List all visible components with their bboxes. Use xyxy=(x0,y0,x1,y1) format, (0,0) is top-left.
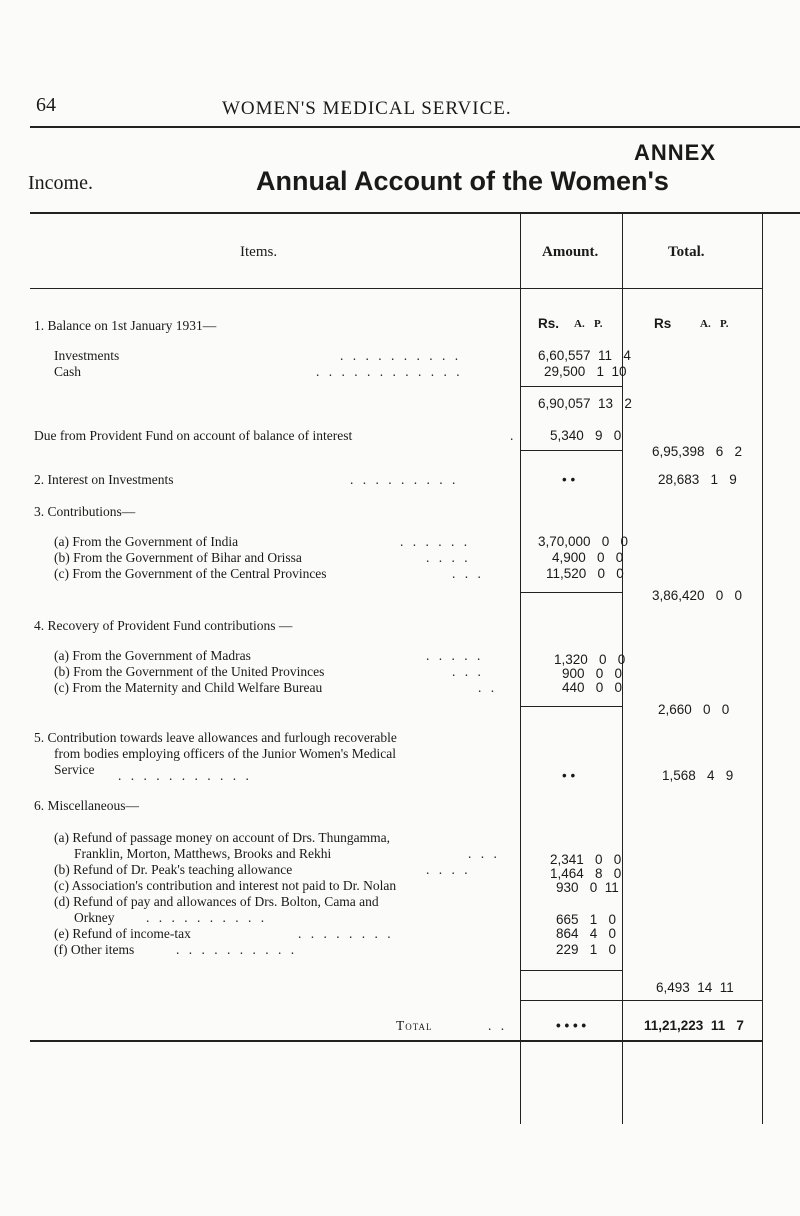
misc-f-label: (f) Other items xyxy=(54,942,135,957)
amount-p-header: P. xyxy=(594,318,603,330)
total-a-header: A. xyxy=(700,318,711,330)
leave-contrib-amount: • • xyxy=(562,768,576,783)
misc-a-line1: (a) Refund of passage money on account of Drs. Thungamma, xyxy=(54,830,391,845)
contrib-c-amount: 11,520 0 0 xyxy=(546,566,624,581)
grand-total-value: 11,21,223 11 7 xyxy=(644,1018,744,1033)
section-6-heading: 6. Miscellaneous— xyxy=(34,798,139,813)
page-title: Annual Account of the Women's xyxy=(256,166,669,196)
leave-contrib-total: 1,568 4 9 xyxy=(662,768,734,783)
s1-total-rule xyxy=(520,450,622,451)
misc-e-amount: 864 4 0 xyxy=(556,926,617,941)
income-label: Income. xyxy=(28,172,93,194)
s3-total-rule xyxy=(520,592,622,593)
due-provident-amount: 5,340 9 0 xyxy=(550,428,622,443)
table-bottom-rule xyxy=(30,1040,762,1042)
page-number: 64 xyxy=(36,94,56,116)
amount-rs-header: Rs. xyxy=(538,316,560,331)
recovery-a-label: (a) From the Government of Madras xyxy=(54,648,251,663)
contrib-b-label: (b) From the Government of Bihar and Orissa xyxy=(54,550,302,565)
section-4-heading: 4. Recovery of Provident Fund contributions — xyxy=(34,618,293,633)
misc-e-leader: . . . . . . . . xyxy=(298,926,394,941)
interest-label: 2. Interest on Investments xyxy=(34,472,174,487)
amount-a-header: A. xyxy=(574,318,585,330)
s1-subtotal: 6,90,057 13 2 xyxy=(538,396,632,411)
column-divider-items xyxy=(520,214,521,1124)
recovery-b-leader: . . . xyxy=(452,664,484,679)
cash-label: Cash xyxy=(54,364,81,379)
s6-total-rule xyxy=(520,970,622,971)
recovery-c-amount: 440 0 0 xyxy=(562,680,623,695)
misc-f-leader: . . . . . . . . . . xyxy=(176,942,298,957)
recovery-a-amount: 1,320 0 0 xyxy=(554,652,626,667)
due-provident-label: Due from Provident Fund on account of balance of interest xyxy=(34,428,353,443)
s1-total: 6,95,398 6 2 xyxy=(652,444,743,459)
section-3-heading: 3. Contributions— xyxy=(34,504,136,519)
s1-amount-rule xyxy=(520,386,622,387)
total-rs-header: Rs xyxy=(654,316,672,331)
contrib-b-amount: 4,900 0 0 xyxy=(552,550,624,565)
contrib-a-label: (a) From the Government of India xyxy=(54,534,239,549)
misc-b-label: (b) Refund of Dr. Peak's teaching allowance xyxy=(54,862,293,877)
investments-amount: 6,60,557 11 4 xyxy=(538,348,631,363)
s4-total: 2,660 0 0 xyxy=(658,702,730,717)
section-1-heading: 1. Balance on 1st January 1931— xyxy=(34,318,217,333)
recovery-b-amount: 900 0 0 xyxy=(562,666,623,681)
interest-total: 28,683 1 9 xyxy=(658,472,737,487)
misc-d-amount: 665 1 0 xyxy=(556,912,617,927)
contrib-c-leader: . . . xyxy=(452,566,484,581)
contrib-a-amount: 3,70,000 0 0 xyxy=(538,534,629,549)
misc-c-label: (c) Association's contribution and interest not paid to Dr. Nolan xyxy=(54,878,397,893)
recovery-b-label: (b) From the Government of the United Provinces xyxy=(54,664,325,679)
investments-label: Investments xyxy=(54,348,120,363)
recovery-c-label: (c) From the Maternity and Child Welfare Bureau xyxy=(54,680,323,695)
recovery-c-leader: . . xyxy=(478,680,498,695)
misc-a-line2: Franklin, Morton, Matthews, Brooks and Rekhi xyxy=(74,846,332,861)
misc-d-leader: . . . . . . . . . . xyxy=(146,910,268,925)
misc-b-leader: . . . . xyxy=(426,862,471,877)
contrib-c-label: (c) From the Government of the Central Provinces xyxy=(54,566,327,581)
grand-total-label: Total xyxy=(396,1018,433,1033)
s4-total-rule xyxy=(520,706,622,707)
grand-total-leader: . . xyxy=(488,1018,508,1033)
interest-amount: • • xyxy=(562,472,576,487)
header-bottom-rule xyxy=(30,288,762,289)
misc-d-line2: Orkney xyxy=(74,910,115,925)
leave-contrib-line2: from bodies employing officers of the Junior Women's Medical xyxy=(54,746,397,761)
table-right-border xyxy=(762,214,763,1124)
table-top-rule xyxy=(30,212,800,214)
misc-e-label: (e) Refund of income-tax xyxy=(54,926,191,941)
contrib-b-leader: . . . . xyxy=(426,550,471,565)
grand-total-top-rule xyxy=(520,1000,762,1001)
misc-b-amount: 1,464 8 0 xyxy=(550,866,622,881)
due-provident-leader: . xyxy=(510,428,514,443)
recovery-a-leader: . . . . . xyxy=(426,648,484,663)
misc-f-amount: 229 1 0 xyxy=(556,942,617,957)
running-head: WOMEN'S MEDICAL SERVICE. xyxy=(222,98,512,119)
contrib-a-leader: . . . . . . xyxy=(400,534,471,549)
s3-total: 3,86,420 0 0 xyxy=(652,588,743,603)
column-header-amount: Amount. xyxy=(542,244,599,260)
total-p-header: P. xyxy=(720,318,729,330)
misc-a-leader: . . . xyxy=(468,846,500,861)
leave-contrib-line1: 5. Contribution towards leave allowances and furlough recoverable xyxy=(34,730,397,745)
cash-leader: . . . . . . . . . . . . xyxy=(316,364,463,379)
leave-contrib-line3: Service xyxy=(54,762,95,777)
interest-leader: . . . . . . . . . xyxy=(350,472,459,487)
misc-a-amount: 2,341 0 0 xyxy=(550,852,622,867)
misc-c-amount: 930 0 11 xyxy=(556,880,619,895)
column-header-total: Total. xyxy=(668,244,705,260)
s6-total: 6,493 14 11 xyxy=(656,980,734,995)
annex-label: ANNEX xyxy=(634,140,717,165)
investments-leader: . . . . . . . . . . xyxy=(340,348,462,363)
cash-amount: 29,500 1 10 xyxy=(544,364,627,379)
column-header-items: Items. xyxy=(240,244,278,260)
leave-contrib-leader: . . . . . . . . . . . xyxy=(118,768,252,783)
misc-d-line1: (d) Refund of pay and allowances of Drs. Bolton, Cama and xyxy=(54,894,379,909)
header-rule xyxy=(30,126,800,128)
grand-total-amount: • • • • xyxy=(556,1018,587,1033)
